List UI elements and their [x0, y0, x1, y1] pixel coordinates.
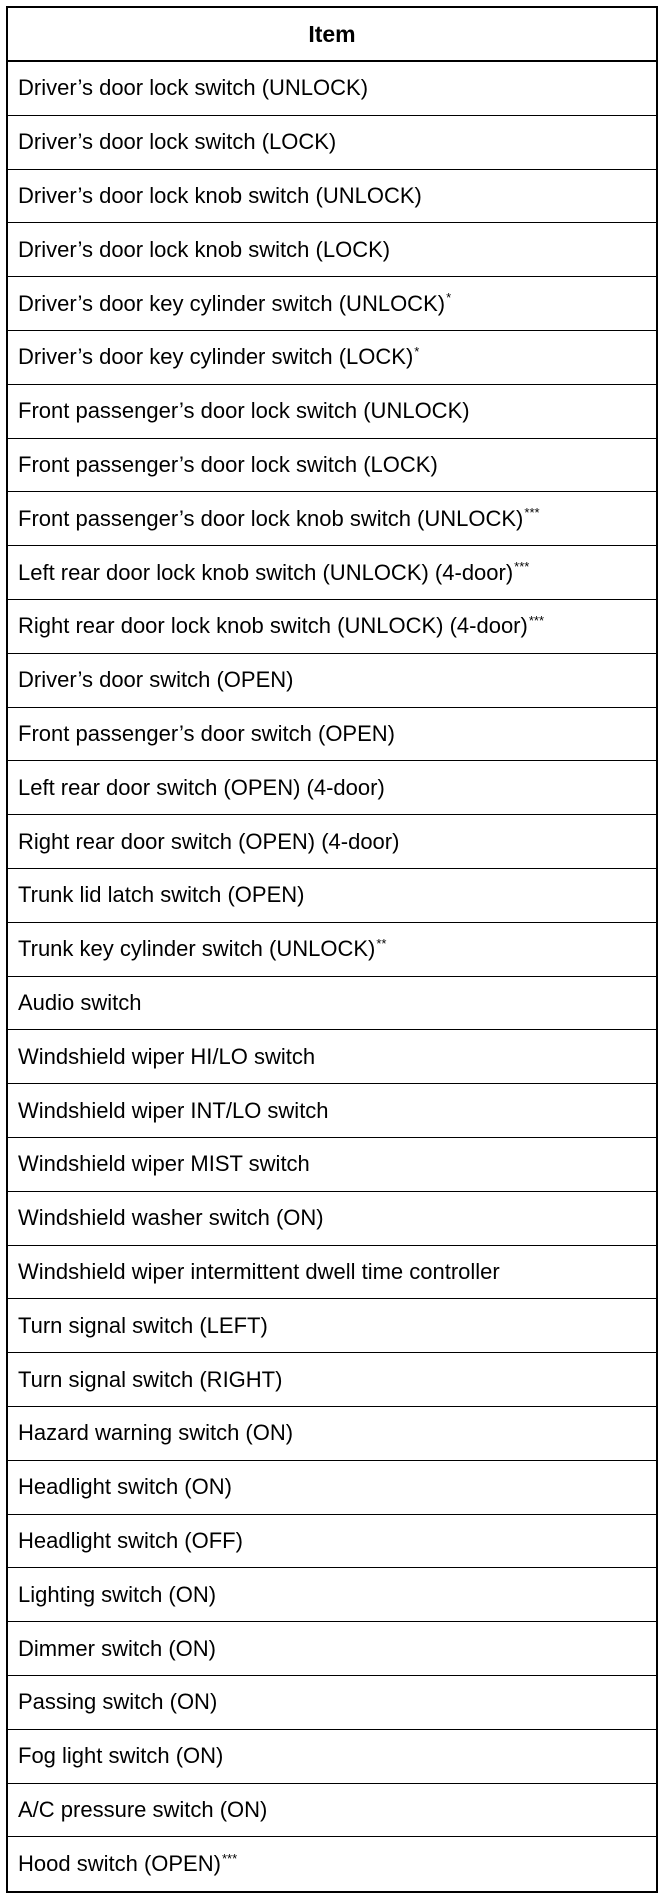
item-label: Right rear door switch (OPEN) (4-door) [18, 828, 400, 854]
table-row [8, 1622, 656, 1676]
footnote-mark: *** [524, 505, 540, 521]
item-label: Left rear door lock knob switch (UNLOCK) (4-door) [18, 559, 514, 585]
footnote-mark: ** [376, 935, 387, 951]
item-label: Driver’s door key cylinder switch (LOCK) [18, 344, 414, 370]
item-label: Audio switch [18, 989, 142, 1015]
table-row [8, 869, 656, 923]
item-label: Windshield washer switch (ON) [18, 1205, 324, 1231]
table-row [8, 708, 656, 762]
item-label: Dimmer switch (ON) [18, 1635, 216, 1661]
item-label: Fog light switch (ON) [18, 1743, 224, 1769]
table-row [8, 761, 656, 815]
table-row [8, 492, 656, 546]
table-row [8, 815, 656, 869]
table-row [8, 116, 656, 170]
table-row [8, 1084, 656, 1138]
item-label: Front passenger’s door lock knob switch (UNLOCK) [18, 505, 524, 531]
item-label: Driver’s door switch (OPEN) [18, 667, 294, 693]
table-row [8, 1299, 656, 1353]
item-label: Lighting switch (ON) [18, 1581, 217, 1607]
table-row [8, 439, 656, 493]
item-label: Turn signal switch (RIGHT) [18, 1366, 283, 1392]
table-body [8, 62, 656, 1891]
table-row [8, 1461, 656, 1515]
table-header: Item [8, 8, 656, 62]
table-row [8, 1515, 656, 1569]
table-row [8, 1730, 656, 1784]
item-label: Turn signal switch (LEFT) [18, 1312, 268, 1338]
footnote-mark: *** [221, 1850, 238, 1866]
footnote-mark: *** [514, 559, 530, 575]
item-label: Passing switch (ON) [18, 1689, 218, 1715]
item-label: Driver’s door lock knob switch (LOCK) [18, 236, 391, 262]
table-row [8, 62, 656, 116]
item-label: Driver’s door lock switch (UNLOCK) [18, 75, 369, 101]
table-row [8, 1407, 656, 1461]
item-label: Windshield wiper MIST switch [18, 1151, 310, 1177]
footnote-mark: * [414, 343, 420, 359]
table-row [8, 977, 656, 1031]
item-table [6, 6, 658, 1893]
table-row [8, 1353, 656, 1407]
item-label: Driver’s door lock knob switch (UNLOCK) [18, 182, 422, 208]
table-row [8, 1837, 656, 1891]
table-row [8, 277, 656, 331]
item-label: Front passenger’s door switch (OPEN) [18, 720, 395, 746]
item-label: Windshield wiper intermittent dwell time controller [18, 1258, 500, 1284]
table-row [8, 923, 656, 977]
table-row [8, 1784, 656, 1838]
table-row [8, 546, 656, 600]
table-row [8, 1568, 656, 1622]
item-label: Windshield wiper INT/LO switch [18, 1097, 329, 1123]
item-label: Trunk key cylinder switch (UNLOCK) [18, 936, 376, 962]
item-label: Headlight switch (ON) [18, 1474, 232, 1500]
table-row [8, 331, 656, 385]
item-label: Left rear door switch (OPEN) (4-door) [18, 774, 385, 800]
table-row [8, 223, 656, 277]
item-label: Driver’s door lock switch (LOCK) [18, 129, 337, 155]
item-label: Driver’s door key cylinder switch (UNLOCK) [18, 290, 446, 316]
table-row [8, 654, 656, 708]
item-label: Right rear door lock knob switch (UNLOCK) (4-door) [18, 613, 528, 639]
item-label: Front passenger’s door lock switch (UNLOCK) [18, 398, 470, 424]
item-label: Trunk lid latch switch (OPEN) [18, 882, 305, 908]
table-row [8, 600, 656, 654]
item-label: Hood switch (OPEN) [18, 1851, 221, 1877]
table-row [8, 1030, 656, 1084]
table-row [8, 1192, 656, 1246]
item-label: Hazard warning switch (ON) [18, 1420, 294, 1446]
footnote-mark: *** [528, 612, 545, 628]
table-row [8, 1676, 656, 1730]
table-row [8, 1246, 656, 1300]
item-label: Front passenger’s door lock switch (LOCK) [18, 451, 438, 477]
table-row [8, 1138, 656, 1192]
footnote-mark: * [446, 290, 452, 306]
item-label: Headlight switch (OFF) [18, 1527, 243, 1553]
item-label: A/C pressure switch (ON) [18, 1796, 268, 1822]
table-row [8, 385, 656, 439]
table-row [8, 170, 656, 224]
item-label: Windshield wiper HI/LO switch [18, 1043, 316, 1069]
